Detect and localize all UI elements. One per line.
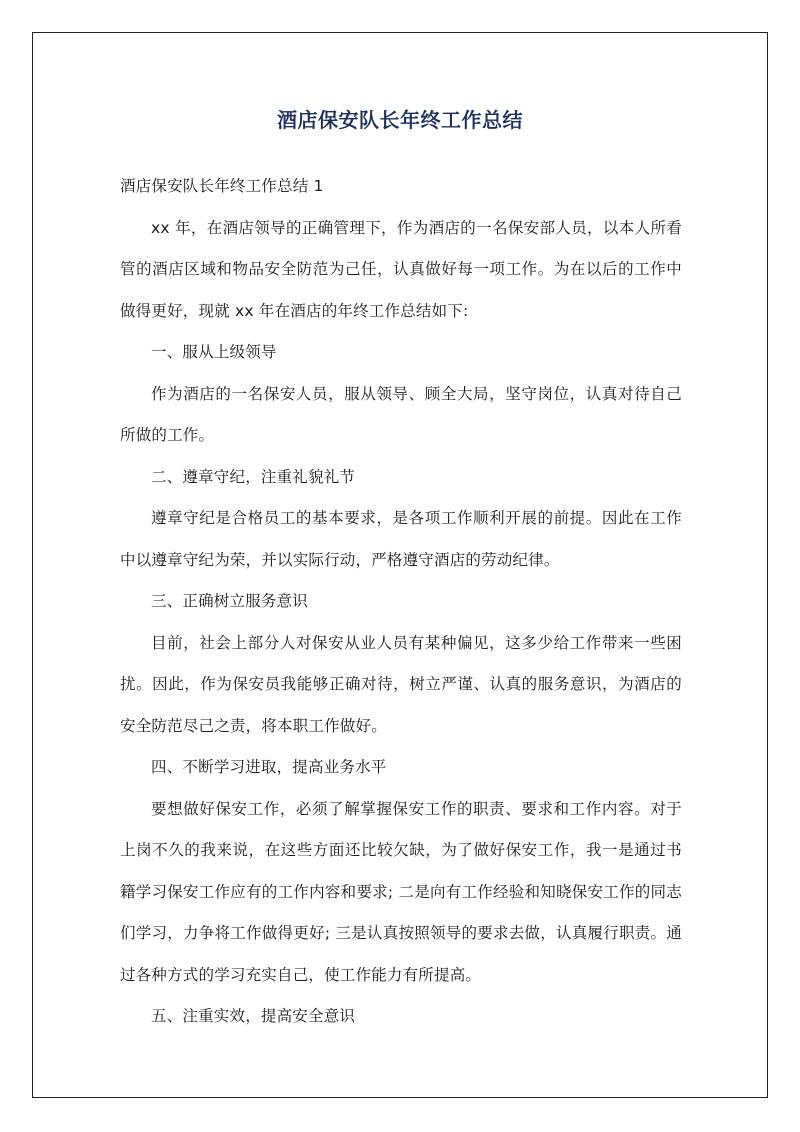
intro-paragraph: xx 年，在酒店领导的正确管理下，作为酒店的一名保安部人员，以本人所看管的酒店区域和物品安全防范为己任，认真做好每一项工作。为在以后的工作中做得更好，现就 xx 年在酒店的年终工作总结如下:: [120, 218, 682, 320]
body-paragraph-1: 作为酒店的一名保安人员，服从领导、顾全大局，坚守岗位，认真对待自己所做的工作。: [120, 384, 682, 444]
body-paragraph-2: 遵章守纪是合格员工的基本要求，是各项工作顺利开展的前提。因此在工作中以遵章守纪为荣，并以实际行动，严格遵守酒店的劳动纪律。: [120, 509, 682, 569]
section-heading-3: 三、正确树立服务意识: [151, 592, 309, 610]
section-heading-1: 一、服从上级领导: [151, 343, 277, 361]
document-title: 酒店保安队长年终工作总结: [277, 108, 523, 132]
section-heading-4: 四、不断学习进取，提高业务水平: [151, 758, 387, 776]
section-heading-2: 二、遵章守纪，注重礼貌礼节: [151, 467, 356, 486]
section-heading-5: 五、注重实效，提高安全意识: [151, 1007, 356, 1025]
body-paragraph-4: 要想做好保安工作，必须了解掌握保安工作的职责、要求和工作内容。对于上岗不久的我来说，在这些方面还比较欠缺，为了做好保安工作，我一是通过书籍学习保安工作应有的工作内容和要求; 二是向有工作经验和知晓保安工作的同志们学习，力争将工作做得更好; 三是认真按照领导的要求去做，认真履行职责。通过各种方式的学习充实自己，使工作能力有所提高。: [120, 799, 682, 984]
document-body: [120, 166, 682, 1038]
section-subtitle: 酒店保安队长年终工作总结 1: [120, 177, 324, 195]
body-paragraph-3: 目前，社会上部分人对保安从业人员有某种偏见，这多少给工作带来一些困扰。因此，作为保安员我能够正确对待，树立严谨、认真的服务意识，为酒店的安全防范尽己之责，将本职工作做好。: [120, 633, 682, 735]
